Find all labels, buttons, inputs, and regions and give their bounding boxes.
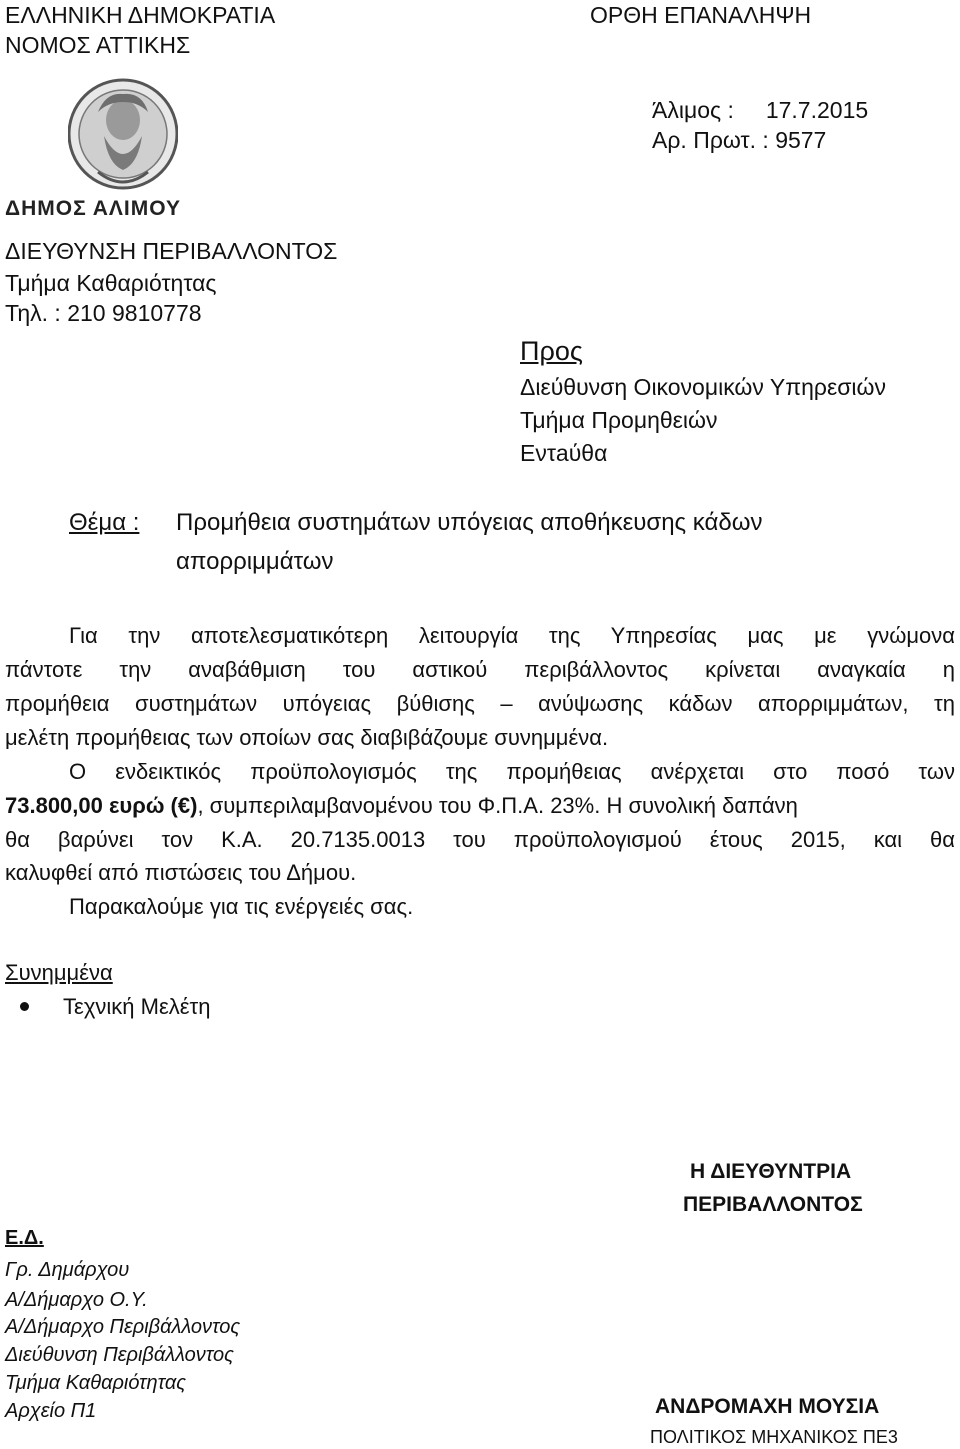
protocol-row bbox=[652, 125, 826, 155]
subject-label: Θέμα : bbox=[69, 509, 140, 536]
date-row bbox=[652, 95, 868, 125]
attachment-name: Τεχνική Μελέτη bbox=[63, 994, 211, 1019]
recipient-line: Διεύθυνση Οικονομικών Υπηρεσιών bbox=[520, 374, 886, 400]
bullet-icon bbox=[20, 1002, 29, 1011]
date-value: 17.7.2015 bbox=[765, 97, 869, 123]
department-phone bbox=[5, 298, 202, 328]
municipal-seal-icon bbox=[68, 72, 178, 196]
subject-text: απορριμμάτων bbox=[176, 548, 334, 575]
distribution-item: Αρχείο Π1 bbox=[5, 1400, 97, 1422]
body-line: θα βαρύνει τον Κ.Α. 20.7135.0013 του προϋπολογισμού έτους 2015, και θα bbox=[5, 827, 955, 852]
body-line: προμήθεια συστημάτων υπόγειας βύθισης – ανύψωσης κάδων απορριμμάτων, τη bbox=[5, 691, 955, 716]
signature-title: ΠΕΡΙΒΑΛΛΟΝΤΟΣ bbox=[683, 1193, 863, 1216]
date-label: Άλιμος : bbox=[652, 97, 734, 123]
amount-value: 73.800,00 ευρώ (€) bbox=[5, 793, 198, 818]
protocol-label: Αρ. Πρωτ. : bbox=[652, 127, 769, 153]
phone-value: 210 9810778 bbox=[67, 300, 202, 326]
department-section: Τμήμα Καθαριότητας bbox=[5, 270, 217, 296]
recipient-label: Προς bbox=[520, 336, 583, 366]
department-name: ΔΙΕΥΘΥΝΣΗ ΠΕΡΙΒΑΛΛΟΝΤΟΣ bbox=[5, 238, 338, 264]
attachment-item bbox=[20, 994, 210, 1020]
body-line-amount bbox=[5, 791, 798, 821]
phone-label: Τηλ. : bbox=[5, 300, 61, 326]
signature-name: ΑΝΔΡΟΜΑΧΗ ΜΟΥΣΙΑ bbox=[655, 1395, 880, 1418]
body-closing: Παρακαλούμε για τις ενέργειές σας. bbox=[69, 894, 414, 919]
header-country: ΕΛΛΗΝΙΚΗ ΔΗΜΟΚΡΑΤΙΑ bbox=[5, 2, 276, 28]
header-correction-note: ΟΡΘΗ ΕΠΑΝΑΛΗΨΗ bbox=[590, 2, 812, 28]
body-line: Ο ενδεικτικός προϋπολογισμός της προμήθειας ανέρχεται στο ποσό των bbox=[69, 759, 955, 784]
amount-rest: , συμπεριλαμβανομένου του Φ.Π.Α. 23%. Η συνολική δαπάνη bbox=[197, 793, 798, 818]
distribution-item: Γρ. Δημάρχου bbox=[5, 1259, 130, 1281]
body-line: καλυφθεί από πιστώσεις του Δήμου. bbox=[5, 860, 357, 885]
recipient-line: Τμήμα Προμηθειών bbox=[520, 407, 718, 433]
distribution-item: Α/Δήμαρχο Ο.Υ. bbox=[5, 1289, 148, 1311]
recipient-line: Εντaύθα bbox=[520, 440, 608, 466]
distribution-label: Ε.Δ. bbox=[5, 1227, 44, 1249]
distribution-item: Διεύθυνση Περιβάλλοντος bbox=[5, 1344, 234, 1366]
body-line: πάντοτε την αναβάθμιση του αστικού περιβάλλοντος κρίνεται αναγκαία η bbox=[5, 657, 955, 682]
subject-text: Προμήθεια συστημάτων υπόγειας αποθήκευσης κάδων bbox=[176, 509, 763, 536]
municipality-logo-text: ΔΗΜΟΣ ΑΛΙΜΟΥ bbox=[5, 197, 182, 220]
distribution-item: Τμήμα Καθαριότητας bbox=[5, 1372, 186, 1394]
header-prefecture: ΝΟΜΟΣ ΑΤΤΙΚΗΣ bbox=[5, 32, 191, 58]
body-line: Για την αποτελεσματικότερη λειτουργία της Υπηρεσίας μας με γνώμονα bbox=[69, 623, 955, 648]
signature-role: ΠΟΛΙΤΙΚΟΣ ΜΗΧΑΝΙΚΟΣ ΠΕ3 bbox=[650, 1427, 898, 1447]
signature-title: Η ΔΙΕΥΘΥΝΤΡΙΑ bbox=[690, 1160, 852, 1183]
distribution-item: Α/Δήμαρχο Περιβάλλοντος bbox=[5, 1316, 241, 1338]
protocol-value: 9577 bbox=[775, 127, 827, 153]
body-line: μελέτη προμήθειας των οποίων σας διαβιβάζουμε συνημμένα. bbox=[5, 725, 609, 750]
attachments-label: Συνημμένα bbox=[5, 960, 113, 985]
